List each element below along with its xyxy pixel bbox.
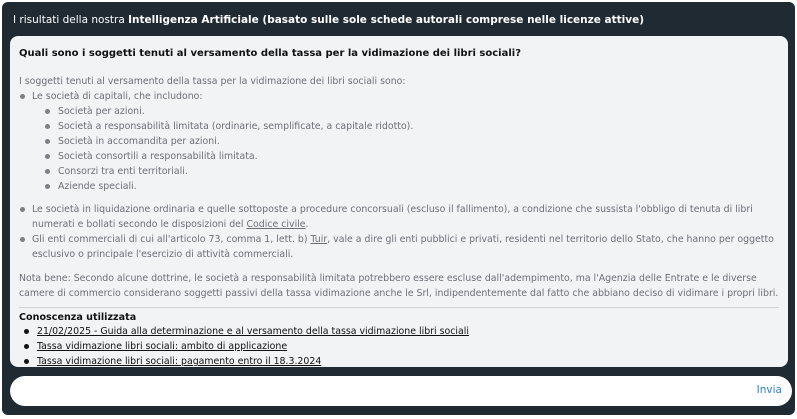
list-item: Società per azioni. [32,104,779,119]
knowledge-link-guida[interactable]: 21/02/2025 - Guida alla determinazione e al versamento della tassa vidimazione libri sociali [37,326,469,337]
knowledge-links [19,324,779,367]
knowledge-link-pagamento[interactable]: Tassa vidimazione libri sociali: pagamento entro il 18.3.2024 [37,356,322,367]
header-prefix: I risultati della nostra [13,14,129,26]
capitali-sublist [32,104,779,194]
answer-card [10,36,788,367]
liquidazione-text: Le società in liquidazione ordinaria e quelle sottoposte a procedure concorsuali (escluso il fallimento), a condizione che sussista l'obbligo di tenuta di libri numerati e bollati secondo le disposizioni del [32,204,753,230]
answer-body [19,74,779,301]
subjects-list [19,89,779,262]
question-title: Quali sono i soggetti tenuti al versamento della tassa per la vidimazione dei libri sociali? [19,48,522,59]
list-item-enti [19,232,779,262]
list-item-capitali [19,89,779,194]
knowledge-item [19,354,779,367]
knowledge-title: Conoscenza utilizzata [19,312,137,323]
divider [19,307,779,308]
answer-intro: I soggetti tenuti al versamento della tassa per la vidimazione dei libri sociali sono: [19,76,406,87]
tuir-link[interactable]: Tuir [310,234,328,245]
liquidazione-end: . [305,219,309,230]
list-item: Società in accomandita per azioni. [32,134,779,149]
answer-note: Nota bene: Secondo alcune dottrine, le società a responsabilità limitata potrebbero essere escluse dall'adempimento, ma l'Agenzia delle Entrate e le diverse camere di commercio considerano soggetti passivi della tassa vidimazione anche le Srl, indipendentemente dal fatto che abbiano deciso di vidimare i propri libri. [19,273,779,299]
enti-text: Gli enti commerciali di cui all'articolo 73, comma 1, lett. b) [32,234,311,245]
chat-input-bar [10,376,792,406]
header-brand: Intelligenza Artificiale [128,14,259,26]
list-item: Società a responsabilità limitata (ordinarie, semplificate, a capitale ridotto). [32,119,779,134]
knowledge-item [19,324,779,339]
list-item: Consorzi tra enti territoriali. [32,164,779,179]
knowledge-item [19,339,779,354]
list-item: Aziende speciali. [32,179,779,194]
capitali-label: Le società di capitali, che includono: [32,91,203,102]
knowledge-link-ambito[interactable]: Tassa vidimazione libri sociali: ambito di applicazione [37,341,288,352]
chat-input[interactable] [24,382,728,402]
header-suffix: (basato sulle sole schede autorali comprese nelle licenze attive) [258,14,645,26]
list-item: Società consortili a responsabilità limitata. [32,149,779,164]
list-item-liquidazione [19,202,779,232]
panel-header [13,14,644,26]
ai-results-panel [2,2,795,415]
send-button[interactable]: Invia [756,384,782,396]
codice-civile-link[interactable]: Codice civile [246,219,306,230]
enti-end: , vale a dire gli enti pubblici e privati, residenti nel territorio dello Stato, che hanno per oggetto esclusivo o principale l'esercizio di attività commerciali. [32,234,774,260]
